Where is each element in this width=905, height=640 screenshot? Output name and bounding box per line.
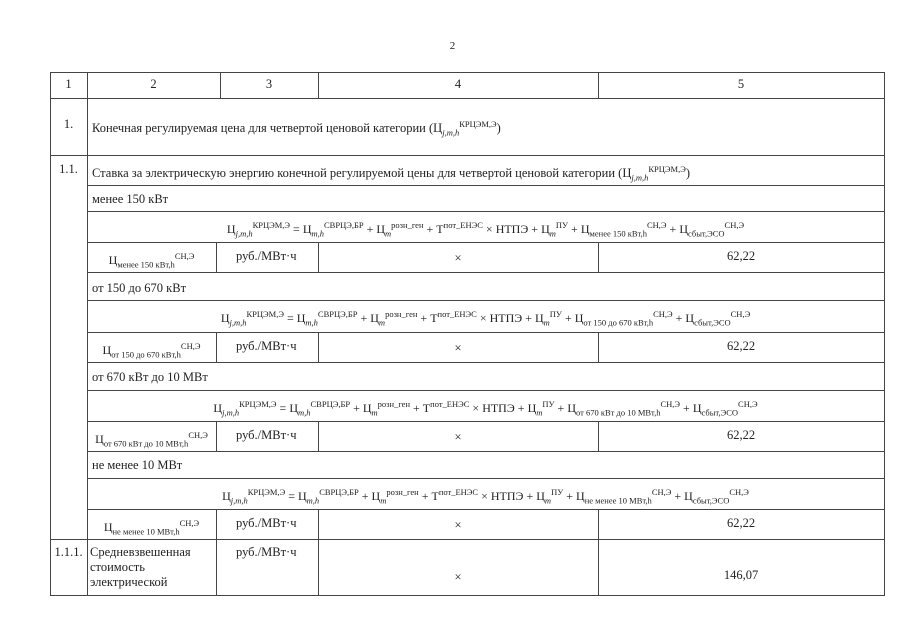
tariff-symbol: $Ц_{не менее 10 МВт,h}^{СН,Э}$ xyxy=(103,518,200,537)
col-header-5: 5 xyxy=(737,77,745,91)
not-applicable: × xyxy=(454,518,462,532)
value: 62,22 xyxy=(726,249,756,263)
not-applicable: × xyxy=(454,251,462,265)
group-label: менее 150 кВт xyxy=(92,192,169,206)
formula: $Ц_{j,m,h}^{КРЦЭМ,Э} = Ц_{m,h}^{СВРЦЭ,БР} + Ц_m^{розн\_ген} + Т^{пот\_ЕНЭС}$ × НТПЭ + $Ц_m^{ПУ} + Ц_{от 150 до 670 кВт,h}^{СН,Э} + Ц_{сбыт,ЭСО}^{СН,Э}$ xyxy=(220,309,751,328)
group-label: от 670 кВт до 10 МВт xyxy=(92,370,208,384)
row-number: 1. xyxy=(63,117,74,131)
row-title-weighted-cost: Средневзвешенная стоимость электрической xyxy=(90,545,191,589)
price-symbol: $Ц_{j,m,h}^{КРЦЭМ,Э}$ xyxy=(433,119,497,138)
row-number: 1.1. xyxy=(59,162,78,176)
row-title-final-price: Конечная регулируемая цена для четвертой ценовой категории $(Ц_{j,m,h}^{КРЦЭМ,Э})$ xyxy=(92,119,501,138)
not-applicable: × xyxy=(454,430,462,444)
unit: руб./МВт·ч xyxy=(236,339,297,353)
unit: руб./МВт·ч xyxy=(236,428,297,442)
not-applicable: × xyxy=(454,341,462,355)
tariff-symbol: $Ц_{от 150 до 670 кВт,h}^{СН,Э}$ xyxy=(102,341,201,360)
group-label: от 150 до 670 кВт xyxy=(92,281,187,295)
formula: $Ц_{j,m,h}^{КРЦЭМ,Э} = Ц_{m,h}^{СВРЦЭ,БР} + Ц_m^{розн\_ген} + Т^{пот\_ЕНЭС}$ × НТПЭ + $Ц_m^{ПУ} + Ц_{менее 150 кВт,h}^{СН,Э} + Ц_{сбыт,ЭСО}^{СН,Э}$ xyxy=(226,220,745,239)
tariff-symbol: $Ц_{менее 150 кВт,h}^{СН,Э}$ xyxy=(108,251,195,270)
col-header-2: 2 xyxy=(150,77,157,91)
unit: руб./МВт·ч xyxy=(236,516,297,530)
formula: $Ц_{j,m,h}^{КРЦЭМ,Э} = Ц_{m,h}^{СВРЦЭ,БР} + Ц_m^{розн\_ген} + Т^{пот\_ЕНЭС}$ × НТПЭ + $Ц_m^{ПУ} + Ц_{от 670 кВт до 10 МВт,h}^{СН,Э} + Ц_{сбыт,ЭСО}^{СН,Э}$ xyxy=(213,399,758,418)
page-number: 2 xyxy=(449,40,456,52)
value: 62,22 xyxy=(726,516,756,530)
col-header-1: 1 xyxy=(65,77,72,91)
col-header-4: 4 xyxy=(454,77,462,91)
col-header-3: 3 xyxy=(265,77,273,91)
not-applicable: × xyxy=(454,570,462,584)
row-title-energy-rate: Ставка за электрическую энергию конечной регулируемой цены для четвертой ценовой категории $(Ц_{j,m,h}^{КРЦЭМ,Э})$ xyxy=(92,164,690,183)
row-number: 1.1.1. xyxy=(54,545,83,559)
group-label: не менее 10 МВт xyxy=(92,458,183,472)
value: 146,07 xyxy=(723,568,759,582)
formula: $Ц_{j,m,h}^{КРЦЭМ,Э} = Ц_{m,h}^{СВРЦЭ,БР} + Ц_m^{розн\_ген} + Т^{пот\_ЕНЭС}$ × НТПЭ + $Ц_m^{ПУ} + Ц_{не менее 10 МВт,h}^{СН,Э} + Ц_{сбыт,ЭСО}^{СН,Э}$ xyxy=(222,487,749,506)
unit: руб./МВт·ч xyxy=(236,249,297,263)
value: 62,22 xyxy=(726,428,756,442)
price-symbol: $Ц_{j,m,h}^{КРЦЭМ,Э}$ xyxy=(622,164,686,183)
value: 62,22 xyxy=(726,339,756,353)
unit: руб./МВт·ч xyxy=(236,545,297,559)
tariff-symbol: $Ц_{от 670 кВт до 10 МВт,h}^{СН,Э}$ xyxy=(95,430,208,449)
